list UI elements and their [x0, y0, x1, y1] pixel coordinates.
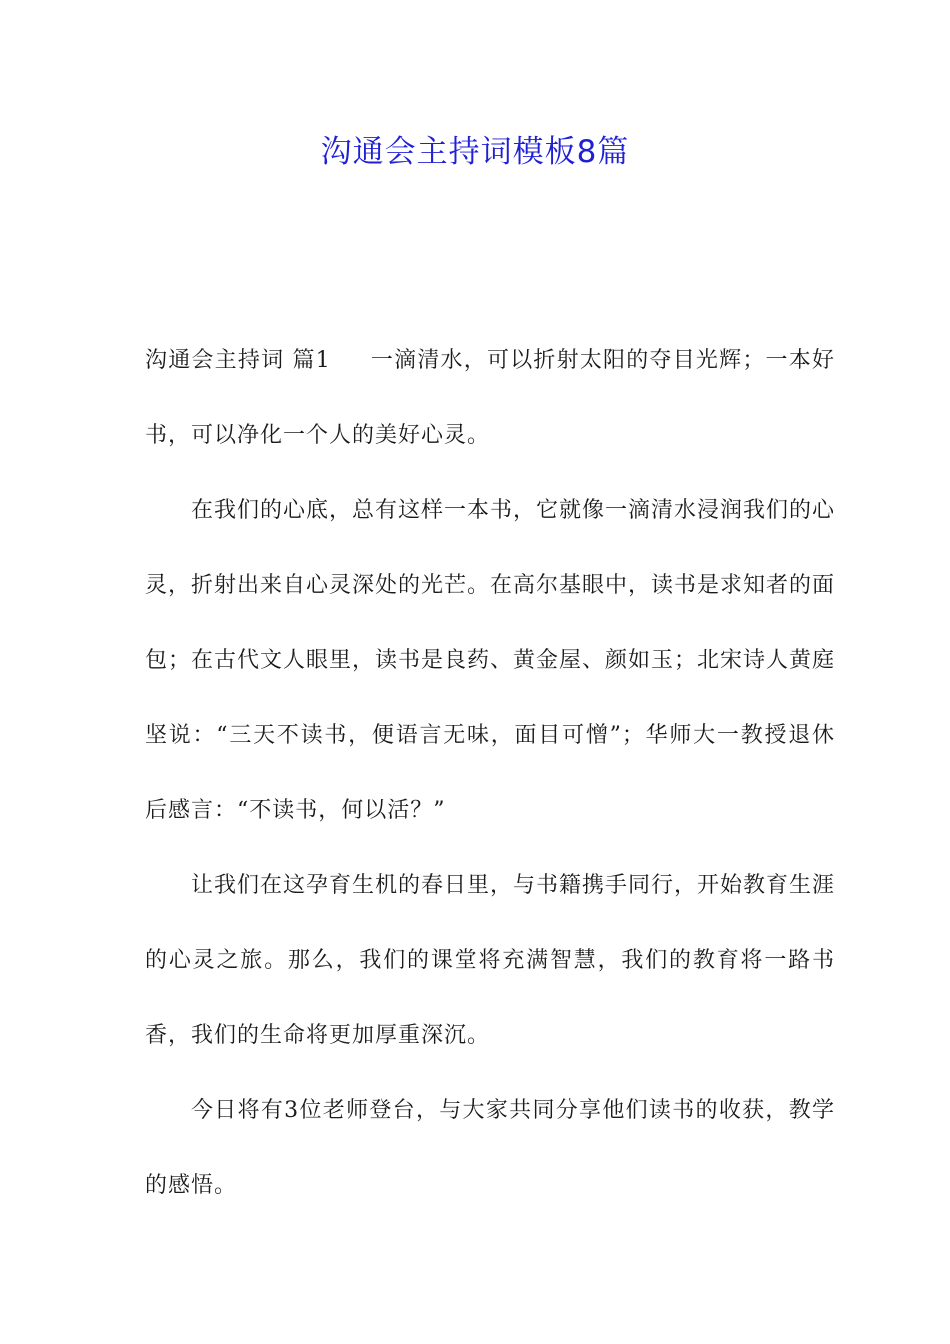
paragraph-1	[145, 323, 835, 473]
paragraph-1-text: 一滴清水，可以折射太阳的夺目光辉；一本好书，可以净化一个人的美好心灵。	[145, 348, 835, 448]
paragraph-3: 让我们在这孕育生机的春日里，与书籍携手同行，开始教育生涯的心灵之旅。那么，我们的课堂将充满智慧，我们的教育将一路书香，我们的生命将更加厚重深沉。	[145, 873, 836, 1048]
section-label: 沟通会主持词 篇1	[145, 348, 331, 373]
document-body	[145, 323, 835, 1223]
paragraph-4: 今日将有3位老师登台，与大家共同分享他们读书的收获，教学的感悟。	[145, 1098, 835, 1198]
document-title: 沟通会主持词模板8篇	[320, 134, 630, 170]
paragraph-2: 在我们的心底，总有这样一本书，它就像一滴清水浸润我们的心灵，折射出来自心灵深处的光芒。在高尔基眼中，读书是求知者的面包；在古代文人眼里，读书是良药、黄金屋、颜如玉；北宋诗人黄庭坚说：“三天不读书，便语言无味，面目可憎”；华师大一教授退休后感言：“不读书，何以活？”	[145, 498, 836, 823]
